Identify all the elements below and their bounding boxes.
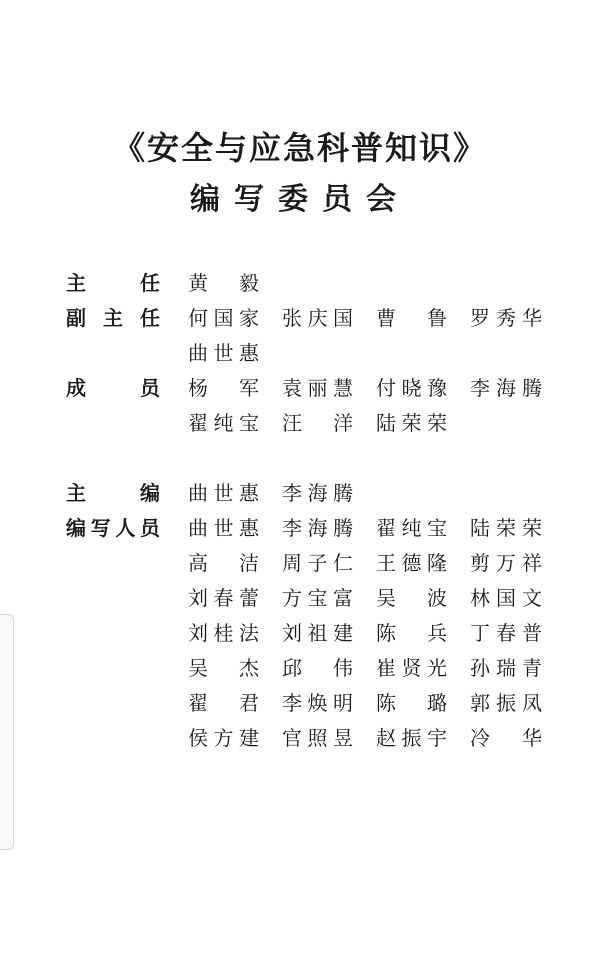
member-name: 李海腾 (470, 376, 542, 400)
member-name: 刘桂法 (188, 621, 259, 645)
member-name: 翟纯宝 (188, 411, 259, 435)
member-name: 何国家 (188, 306, 259, 330)
member-name: 陈兵 (376, 621, 447, 645)
role-label: 成员 (66, 376, 160, 400)
member-name: 张庆国 (282, 306, 353, 330)
member-name: 翟君 (188, 691, 259, 715)
member-name: 郭振凤 (470, 691, 542, 715)
member-name: 吴杰 (188, 656, 259, 680)
member-name: 吴波 (376, 586, 447, 610)
name-list (188, 301, 566, 371)
entry-writers (66, 511, 566, 756)
page-title: 《安全与应急科普知识》 (112, 129, 487, 167)
role-label: 副主任 (66, 306, 160, 330)
member-name: 杨军 (188, 376, 259, 400)
member-name: 剪万祥 (470, 551, 542, 575)
member-name: 陆荣荣 (470, 516, 542, 540)
page-subtitle: 编写委员会 (190, 182, 410, 217)
entry-director (66, 266, 566, 301)
entry-chief-editor (66, 476, 566, 511)
member-name: 曲世惠 (188, 481, 259, 505)
entry-deputy-director (66, 301, 566, 371)
role-label: 主编 (66, 481, 160, 505)
member-name: 李焕明 (282, 691, 353, 715)
entry-members (66, 371, 566, 441)
member-name: 罗秀华 (470, 306, 542, 330)
member-name: 侯方建 (188, 726, 259, 750)
member-name: 李海腾 (282, 481, 353, 505)
member-name: 丁春普 (470, 621, 542, 645)
member-name: 李海腾 (282, 516, 353, 540)
member-name: 孙瑞青 (470, 656, 542, 680)
member-name: 崔贤光 (376, 656, 447, 680)
member-name: 曲世惠 (188, 516, 259, 540)
member-name: 赵振宇 (376, 726, 447, 750)
member-name: 官照昱 (282, 726, 353, 750)
member-name: 汪洋 (282, 411, 353, 435)
member-name: 邱伟 (282, 656, 353, 680)
member-name: 冷华 (470, 726, 542, 750)
member-name: 翟纯宝 (376, 516, 447, 540)
committee-list (66, 266, 566, 756)
page-edge-tab[interactable] (0, 614, 14, 850)
name-list (188, 266, 566, 301)
member-name: 王德隆 (376, 551, 447, 575)
name-list (188, 476, 566, 511)
member-name: 曲世惠 (188, 341, 259, 365)
member-name: 高洁 (188, 551, 259, 575)
member-name: 方宝富 (282, 586, 353, 610)
member-name: 曹鲁 (376, 306, 447, 330)
member-name: 周子仁 (282, 551, 353, 575)
role-label: 编写人员 (66, 516, 160, 540)
member-name: 刘祖建 (282, 621, 353, 645)
member-name: 袁丽慧 (282, 376, 353, 400)
name-list (188, 371, 566, 441)
member-name: 黄毅 (188, 271, 259, 295)
member-name: 林国文 (470, 586, 542, 610)
member-name: 陆荣荣 (376, 411, 447, 435)
member-name: 付晓豫 (376, 376, 447, 400)
name-list (188, 511, 566, 756)
role-label: 主任 (66, 271, 160, 295)
member-name: 刘春蕾 (188, 586, 259, 610)
member-name: 陈璐 (376, 691, 447, 715)
